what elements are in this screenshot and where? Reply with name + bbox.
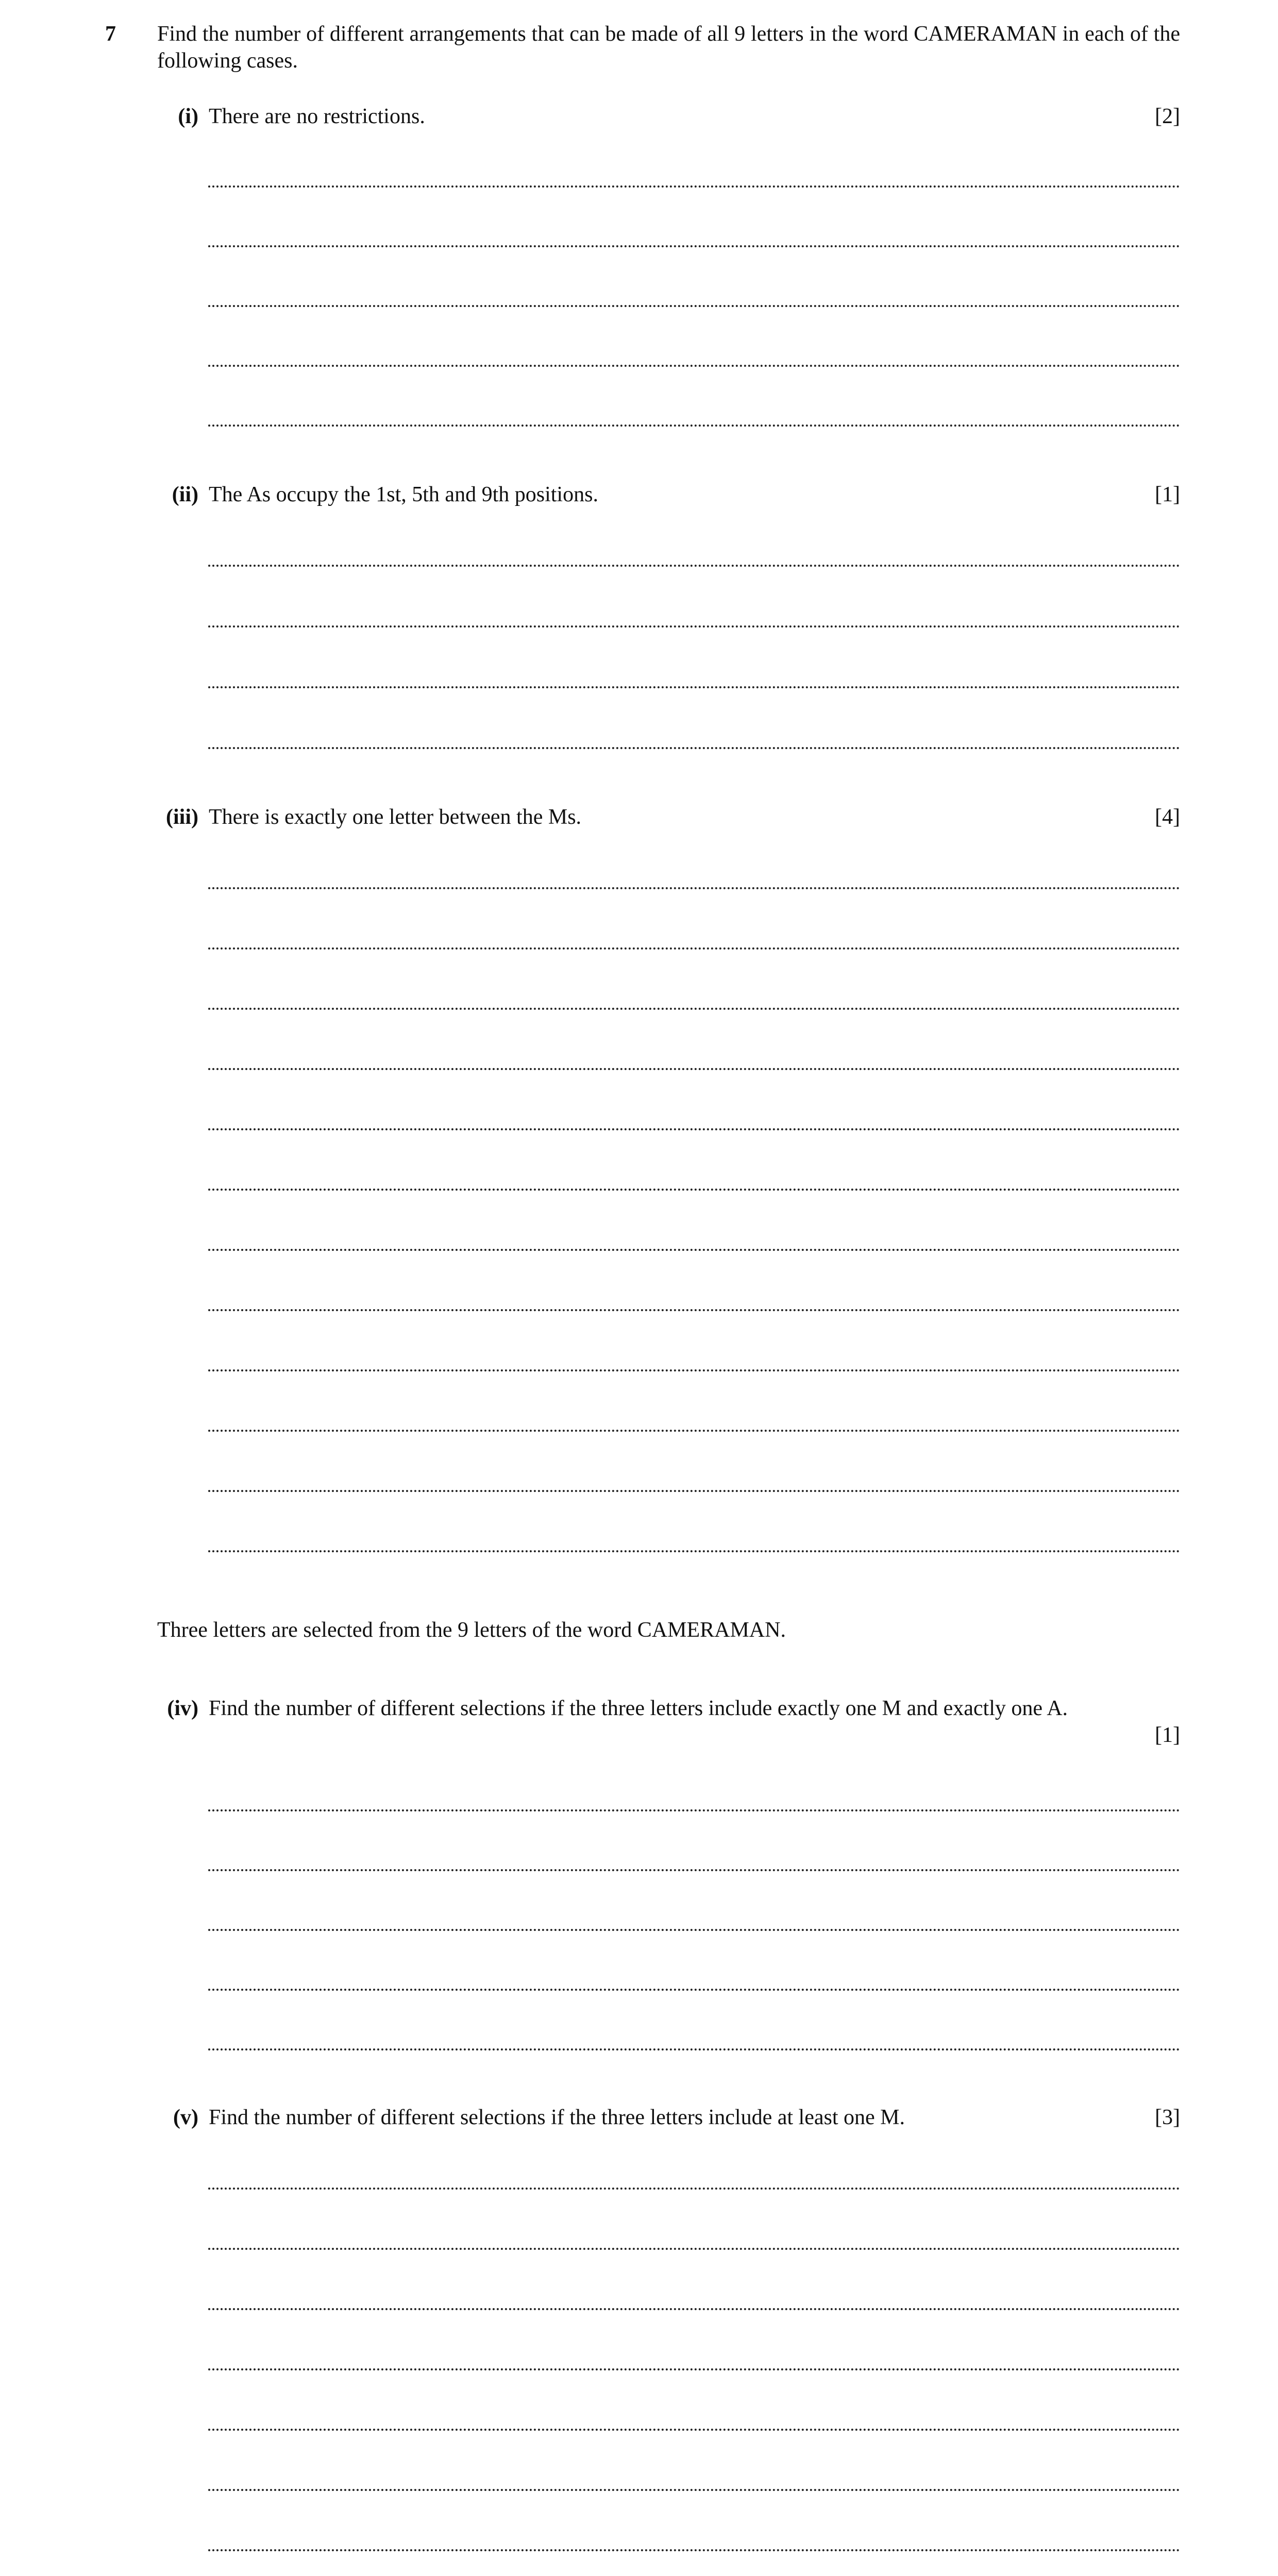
- answer-line[interactable]: [208, 365, 1180, 367]
- answer-line[interactable]: [208, 1128, 1180, 1130]
- marks-badge: [1]: [1155, 483, 1180, 506]
- answer-line[interactable]: [208, 2308, 1180, 2310]
- answer-line[interactable]: [208, 425, 1180, 427]
- marks-badge: [3]: [1155, 2106, 1180, 2129]
- answer-line[interactable]: [208, 2489, 1180, 2491]
- marks-badge: [1]: [1155, 1723, 1180, 1747]
- answer-line[interactable]: [208, 1309, 1180, 1311]
- answer-line[interactable]: [208, 1189, 1180, 1191]
- answer-line[interactable]: [208, 1989, 1180, 1991]
- question-number: 7: [105, 22, 116, 46]
- part-label: (ii): [172, 483, 198, 506]
- answer-lines-ii[interactable]: [208, 565, 1180, 749]
- answer-lines-v[interactable]: [208, 2188, 1180, 2576]
- marks-badge: [4]: [1155, 805, 1180, 829]
- part-text: Find the number of different selections if the three letters include at least one M.: [209, 2106, 905, 2129]
- answer-line[interactable]: [208, 686, 1180, 688]
- answer-line[interactable]: [208, 625, 1180, 628]
- answer-line[interactable]: [208, 747, 1180, 749]
- part-label: (iv): [167, 1697, 198, 1720]
- part-label: (iii): [166, 805, 198, 829]
- answer-line[interactable]: [208, 2368, 1180, 2370]
- answer-line[interactable]: [208, 1929, 1180, 1931]
- answer-line[interactable]: [208, 1430, 1180, 1432]
- answer-line[interactable]: [208, 185, 1180, 188]
- part-label: (i): [178, 105, 198, 128]
- part-text: There is exactly one letter between the Ms.: [209, 805, 582, 829]
- part-text: The As occupy the 1st, 5th and 9th positions.: [209, 483, 598, 506]
- answer-line[interactable]: [208, 1369, 1180, 1371]
- part-text: There are no restrictions.: [209, 105, 425, 128]
- answer-line[interactable]: [208, 2429, 1180, 2431]
- answer-line[interactable]: [208, 1249, 1180, 1251]
- answer-line[interactable]: [208, 1490, 1180, 1492]
- answer-line[interactable]: [208, 1008, 1180, 1010]
- answer-line[interactable]: [208, 2549, 1180, 2551]
- answer-lines-iii[interactable]: [208, 887, 1180, 1552]
- answer-line[interactable]: [208, 305, 1180, 307]
- answer-line[interactable]: [208, 1550, 1180, 1552]
- answer-line[interactable]: [208, 887, 1180, 889]
- answer-line[interactable]: [208, 245, 1180, 247]
- answer-line[interactable]: [208, 2188, 1180, 2190]
- answer-line[interactable]: [208, 565, 1180, 567]
- answer-line[interactable]: [208, 2248, 1180, 2250]
- answer-line[interactable]: [208, 947, 1180, 950]
- answer-line[interactable]: [208, 1809, 1180, 1811]
- part-text: Find the number of different selections if the three letters include exactly one M and exactly one A.: [209, 1697, 1068, 1720]
- selection-intro: Three letters are selected from the 9 letters of the word CAMERAMAN.: [157, 1618, 786, 1642]
- answer-lines-i[interactable]: [208, 185, 1180, 427]
- answer-line[interactable]: [208, 1068, 1180, 1070]
- marks-badge: [2]: [1155, 105, 1180, 128]
- answer-lines-iv[interactable]: [208, 1809, 1180, 2050]
- answer-line[interactable]: [208, 1869, 1180, 1871]
- answer-line[interactable]: [208, 2048, 1180, 2050]
- question-stem: Find the number of different arrangements that can be made of all 9 letters in the word CAMERAMAN in each of the following cases.: [157, 22, 1180, 73]
- part-label: (v): [173, 2106, 198, 2129]
